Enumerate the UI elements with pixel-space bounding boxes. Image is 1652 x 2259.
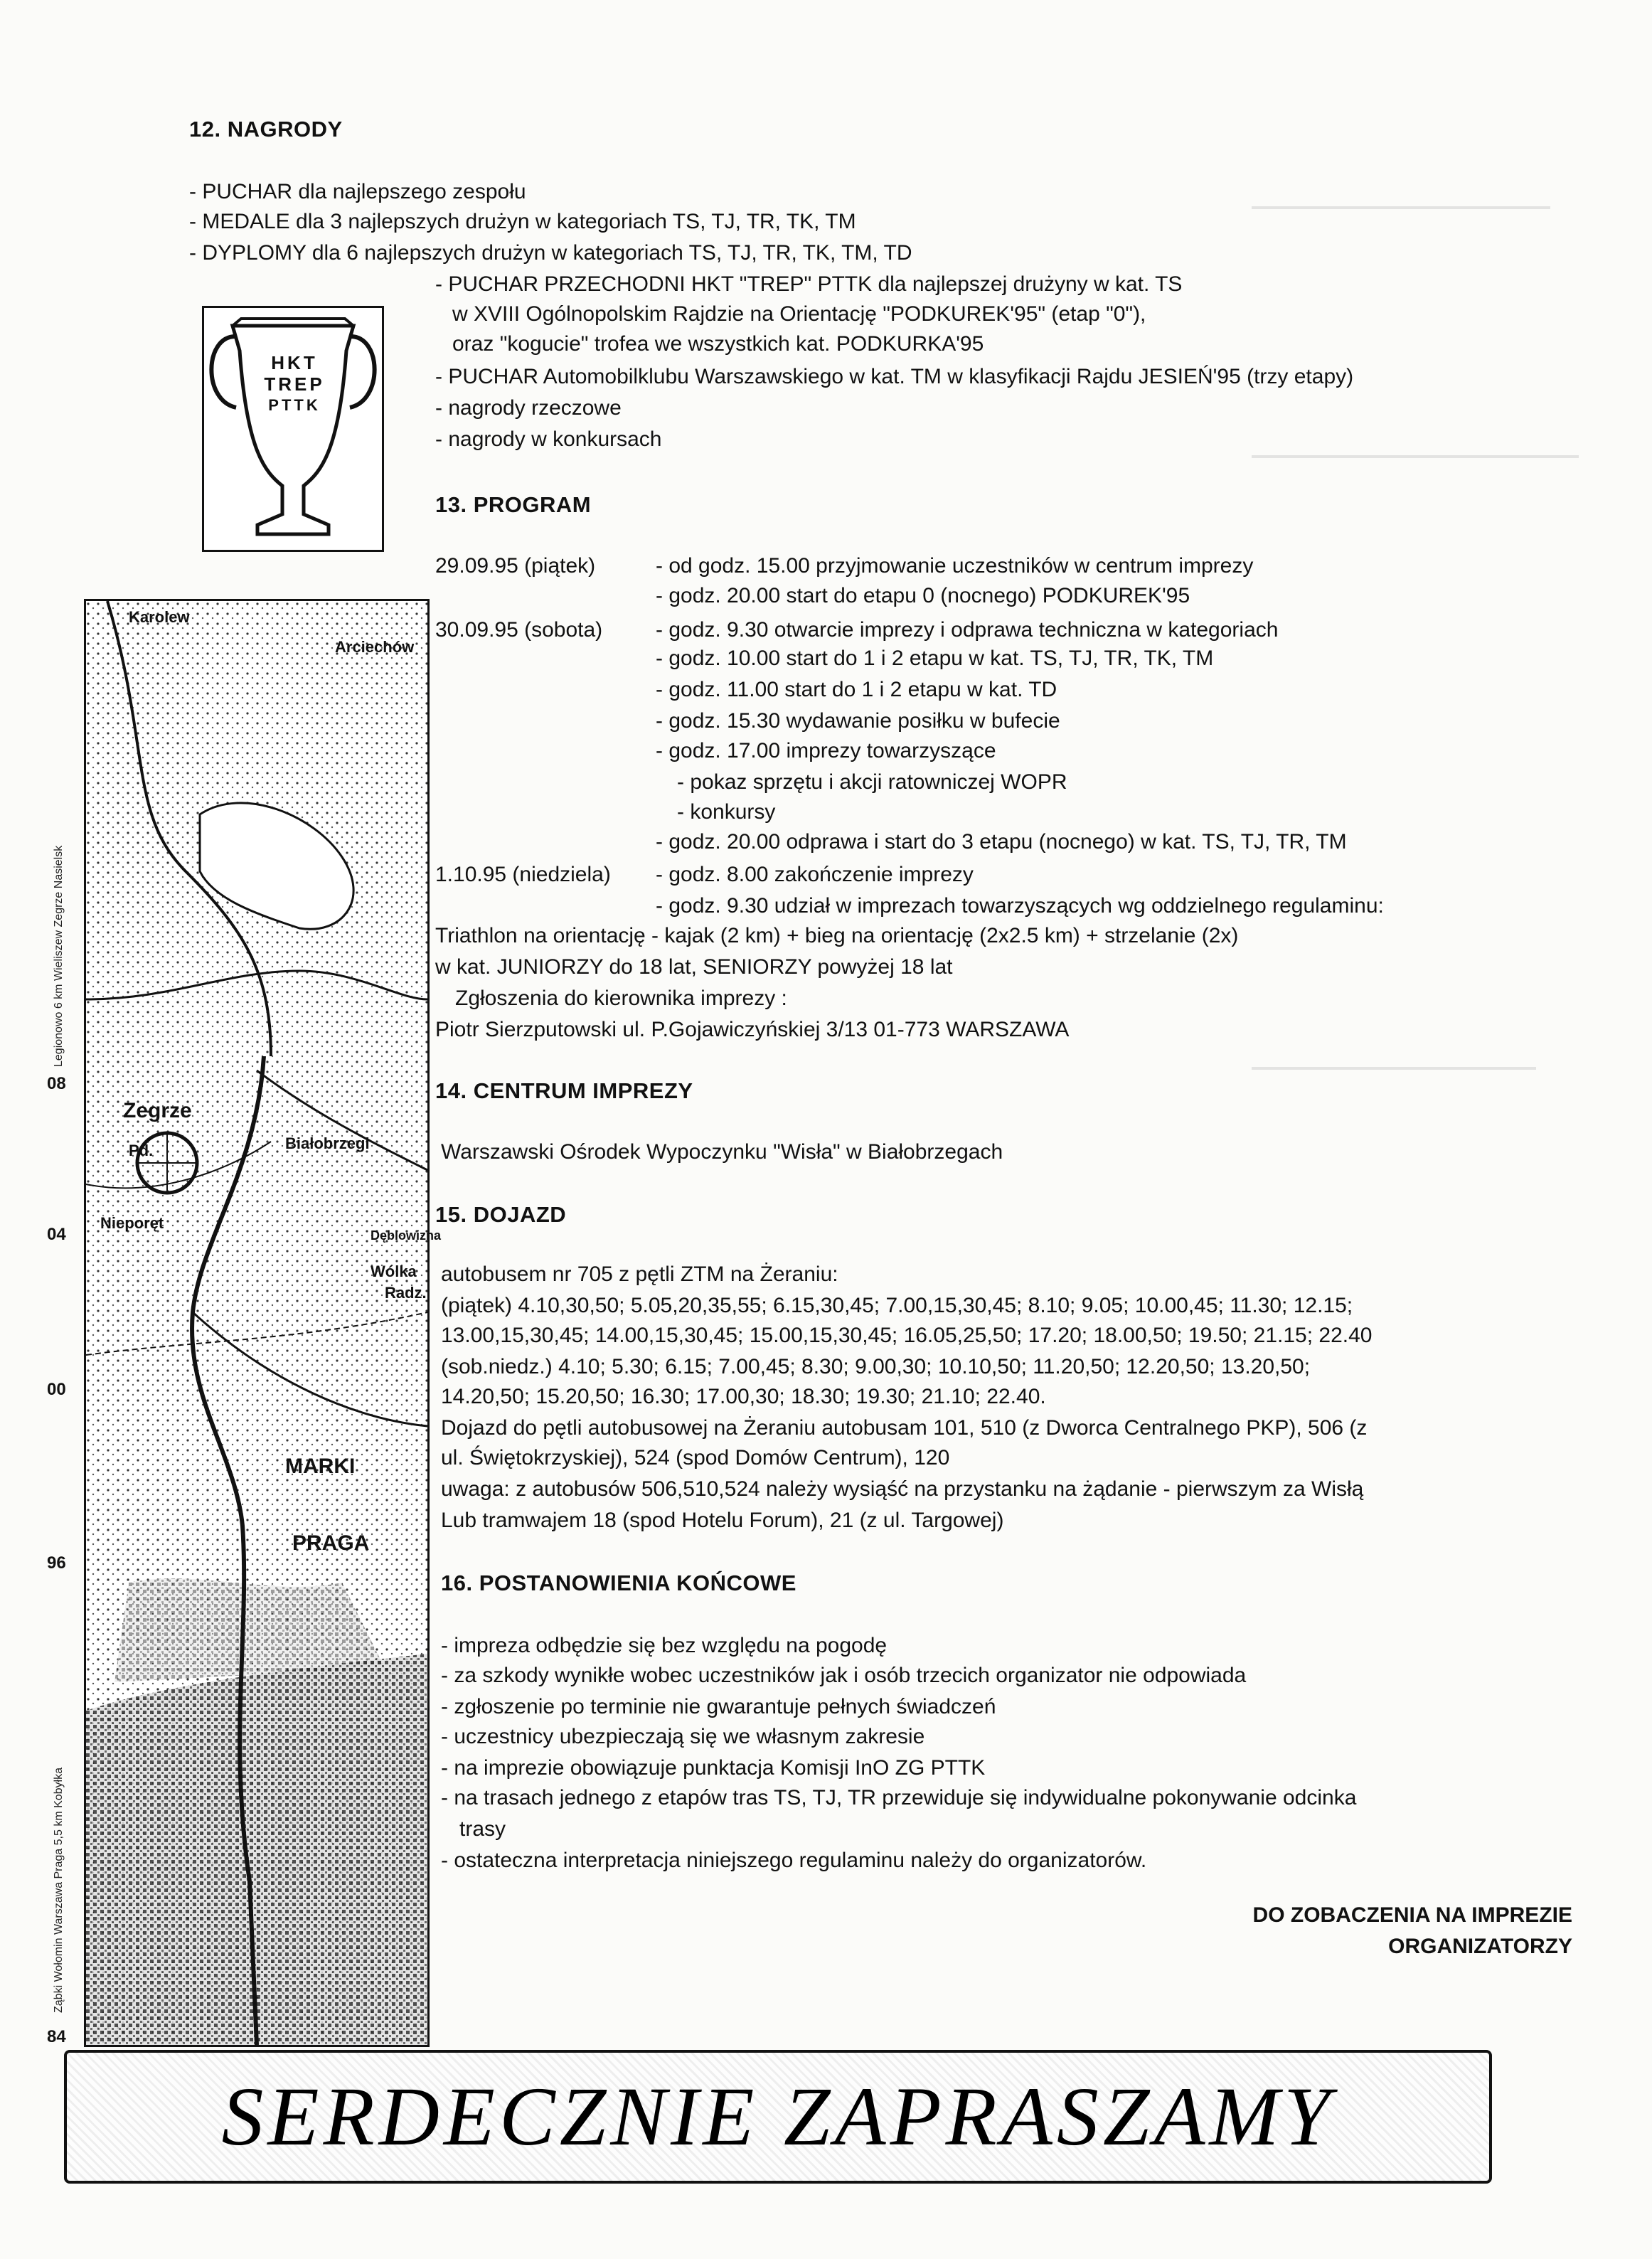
program-entry: - od godz. 15.00 przyjmowanie uczestników w centrum imprezy <box>656 554 1254 578</box>
map-label: Radz. <box>385 1284 427 1302</box>
program-entry: - konkursy <box>677 800 776 824</box>
map-grid-coordinate: 96 <box>47 1553 66 1573</box>
program-entry: - godz. 8.00 zakończenie imprezy <box>656 863 974 886</box>
program-date: 29.09.95 (piątek) <box>435 554 596 578</box>
dojazd-line: 14.20,50; 15.20,50; 16.30; 17.00,30; 18.30; 19.30; 21.10; 22.40. <box>441 1385 1046 1408</box>
closing-signature: ORGANIZATORZY <box>1388 1935 1572 1958</box>
dojazd-line: Dojazd do pętli autobusowej na Żeraniu autobusam 101, 510 (z Dworca Centralnego PKP), 506 (z <box>441 1416 1368 1440</box>
award-sub-item: oraz "kogucie" trofea we wszystkich kat. PODKURKA'95 <box>452 332 984 356</box>
program-entry: - godz. 11.00 start do 1 i 2 etapu w kat. TD <box>656 678 1057 701</box>
award-sub-item: - PUCHAR Automobilklubu Warszawskiego w kat. TM w klasyfikacji Rajdu JESIEŃ'95 (trzy etapy) <box>435 365 1354 388</box>
program-entry: - pokaz sprzętu i akcji ratowniczej WOPR <box>677 770 1067 794</box>
map-label: Karolew <box>129 608 190 626</box>
bleed-through-artifact <box>1252 455 1579 458</box>
banner-text: SERDECZNIE ZAPRASZAMY <box>221 2070 1335 2163</box>
award-sub-item: w XVIII Ogólnopolskim Rajdzie na Orientację "PODKUREK'95" (etap "0"), <box>452 302 1146 326</box>
trophy-icon <box>204 308 382 550</box>
centrum-text: Warszawski Ośrodek Wypoczynku "Wisła" w Białobrzegach <box>441 1140 1003 1164</box>
dojazd-line: (sob.niedz.) 4.10; 5.30; 6.15; 7.00,45; 8.30; 9.00,30; 10.10,50; 11.20,50; 12.20,50; 13.20,50; <box>441 1355 1311 1378</box>
award-item: - DYPLOMY dla 6 najlepszych drużyn w kategoriach TS, TJ, TR, TK, TM, TD <box>189 241 912 265</box>
map-label: PRAGA <box>292 1531 370 1555</box>
award-item: - MEDALE dla 3 najlepszych drużyn w kategoriach TS, TJ, TR, TK, TM <box>189 210 856 233</box>
trophy-label: HKT <box>271 352 318 373</box>
award-sub-item: - nagrody w konkursach <box>435 427 662 451</box>
program-date: 1.10.95 (niedziela) <box>435 863 611 886</box>
section-heading-centrum: 14. CENTRUM IMPREZY <box>435 1078 693 1103</box>
section-heading-dojazd: 15. DOJAZD <box>435 1202 567 1227</box>
map-grid-coordinate: 08 <box>47 1074 66 1093</box>
route-map <box>84 599 442 2047</box>
rule-item: - impreza odbędzie się bez względu na pogodę <box>441 1634 888 1657</box>
rule-item: - za szkody wynikłe wobec uczestników jak i osób trzecich organizator nie odpowiada <box>441 1664 1247 1687</box>
program-entry: - godz. 15.30 wydawanie posiłku w bufecie <box>656 709 1060 733</box>
award-item: - PUCHAR dla najlepszego zespołu <box>189 180 526 203</box>
map-label: Nieporęt <box>100 1214 164 1232</box>
dojazd-line: uwaga: z autobusów 506,510,524 należy wysiąść na przystanku na żądanie - pierwszym za Wisłą <box>441 1477 1364 1501</box>
map-label: Dęblowizna <box>371 1228 442 1243</box>
rule-item: - uczestnicy ubezpieczają się we własnym zakresie <box>441 1725 925 1748</box>
program-entry: - godz. 10.00 start do 1 i 2 etapu w kat. TS, TJ, TR, TK, TM <box>656 647 1214 670</box>
trophy-label: PTTK <box>268 396 321 414</box>
rule-item: - zgłoszenie po terminie nie gwarantuje pełnych świadczeń <box>441 1695 996 1718</box>
section-heading-nagrody: 12. NAGRODY <box>189 117 343 142</box>
bleed-through-artifact <box>1252 1067 1536 1070</box>
rule-item: - na trasach jednego z etapów tras TS, TJ, TR przewiduje się indywidualne pokonywanie odcinka <box>441 1786 1357 1809</box>
section-heading-program: 13. PROGRAM <box>435 492 592 517</box>
map-grid-coordinate: 04 <box>47 1225 66 1244</box>
program-extra: Zgłoszenia do kierownika imprezy : <box>455 987 787 1010</box>
bleed-through-artifact <box>1252 206 1550 209</box>
map-label: MARKI <box>285 1455 356 1478</box>
section-heading-postanowienia: 16. POSTANOWIENIA KOŃCOWE <box>441 1570 796 1595</box>
program-entry: - godz. 9.30 udział w imprezach towarzyszących wg oddzielnego regulaminu: <box>656 894 1384 918</box>
rule-item: - ostateczna interpretacja niniejszego regulaminu należy do organizatorów. <box>441 1849 1147 1872</box>
dojazd-line: 13.00,15,30,45; 14.00,15,30,45; 15.00,15,30,45; 16.05,25,50; 17.20; 18.00,50; 19.50; 21.15; 22.40 <box>441 1324 1373 1347</box>
dojazd-line: autobusem nr 705 z pętli ZTM na Żeraniu: <box>441 1263 838 1286</box>
program-entry: - godz. 17.00 imprezy towarzyszące <box>656 739 996 762</box>
program-entry: - godz. 20.00 odprawa i start do 3 etapu (nocnego) w kat. TS, TJ, TR, TM <box>656 830 1347 854</box>
map-grid-coordinate: 00 <box>47 1380 66 1399</box>
map-side-note: Legionowo 6 km Wieliszew Zegrze Nasielsk <box>53 845 65 1067</box>
map-label: Pd. <box>129 1142 154 1159</box>
map-side-note: Ząbki Wołomin Warszawa Praga 5,5 km Kobyłka <box>53 1767 65 2013</box>
map-label: Białobrzegi <box>285 1134 370 1152</box>
dojazd-line: ul. Świętokrzyskiej), 524 (spod Domów Centrum), 120 <box>441 1446 950 1469</box>
rule-item: - na imprezie obowiązuje punktacja Komisji InO ZG PTTK <box>441 1756 986 1780</box>
rule-item: trasy <box>459 1817 506 1841</box>
closing-line: DO ZOBACZENIA NA IMPREZIE <box>1252 1903 1572 1927</box>
dojazd-line: (piątek) 4.10,30,50; 5.05,20,35,55; 6.15,30,45; 7.00,15,30,45; 8.10; 9.05; 10.00,45; 11.30; 12.15; <box>441 1294 1353 1317</box>
invitation-banner <box>64 2050 1492 2184</box>
program-extra: Piotr Sierzputowski ul. P.Gojawiczyńskiej 3/13 01-773 WARSZAWA <box>435 1018 1070 1041</box>
dojazd-line: Lub tramwajem 18 (spod Hotelu Forum), 21 (z ul. Targowej) <box>441 1509 1004 1532</box>
map-grid-coordinate: 84 <box>47 2027 66 2046</box>
program-extra: w kat. JUNIORZY do 18 lat, SENIORZY powyżej 18 lat <box>435 955 953 979</box>
trophy-illustration <box>202 306 384 552</box>
award-sub-item: - PUCHAR PRZECHODNI HKT "TREP" PTTK dla najlepszej drużyny w kat. TS <box>435 272 1183 296</box>
map-label: Arciechów <box>335 638 415 656</box>
map-label: Zegrze <box>123 1099 192 1122</box>
program-extra: Triathlon na orientację - kajak (2 km) + bieg na orientację (2x2.5 km) + strzelanie (2x) <box>435 924 1239 947</box>
program-date: 30.09.95 (sobota) <box>435 618 603 642</box>
map-label: Wólka <box>371 1263 417 1280</box>
trophy-label: TREP <box>264 373 325 395</box>
award-sub-item: - nagrody rzeczowe <box>435 396 622 420</box>
map-drawing <box>86 601 427 2045</box>
program-entry: - godz. 9.30 otwarcie imprezy i odprawa techniczna w kategoriach <box>656 618 1279 642</box>
program-entry: - godz. 20.00 start do etapu 0 (nocnego) PODKUREK'95 <box>656 584 1190 607</box>
